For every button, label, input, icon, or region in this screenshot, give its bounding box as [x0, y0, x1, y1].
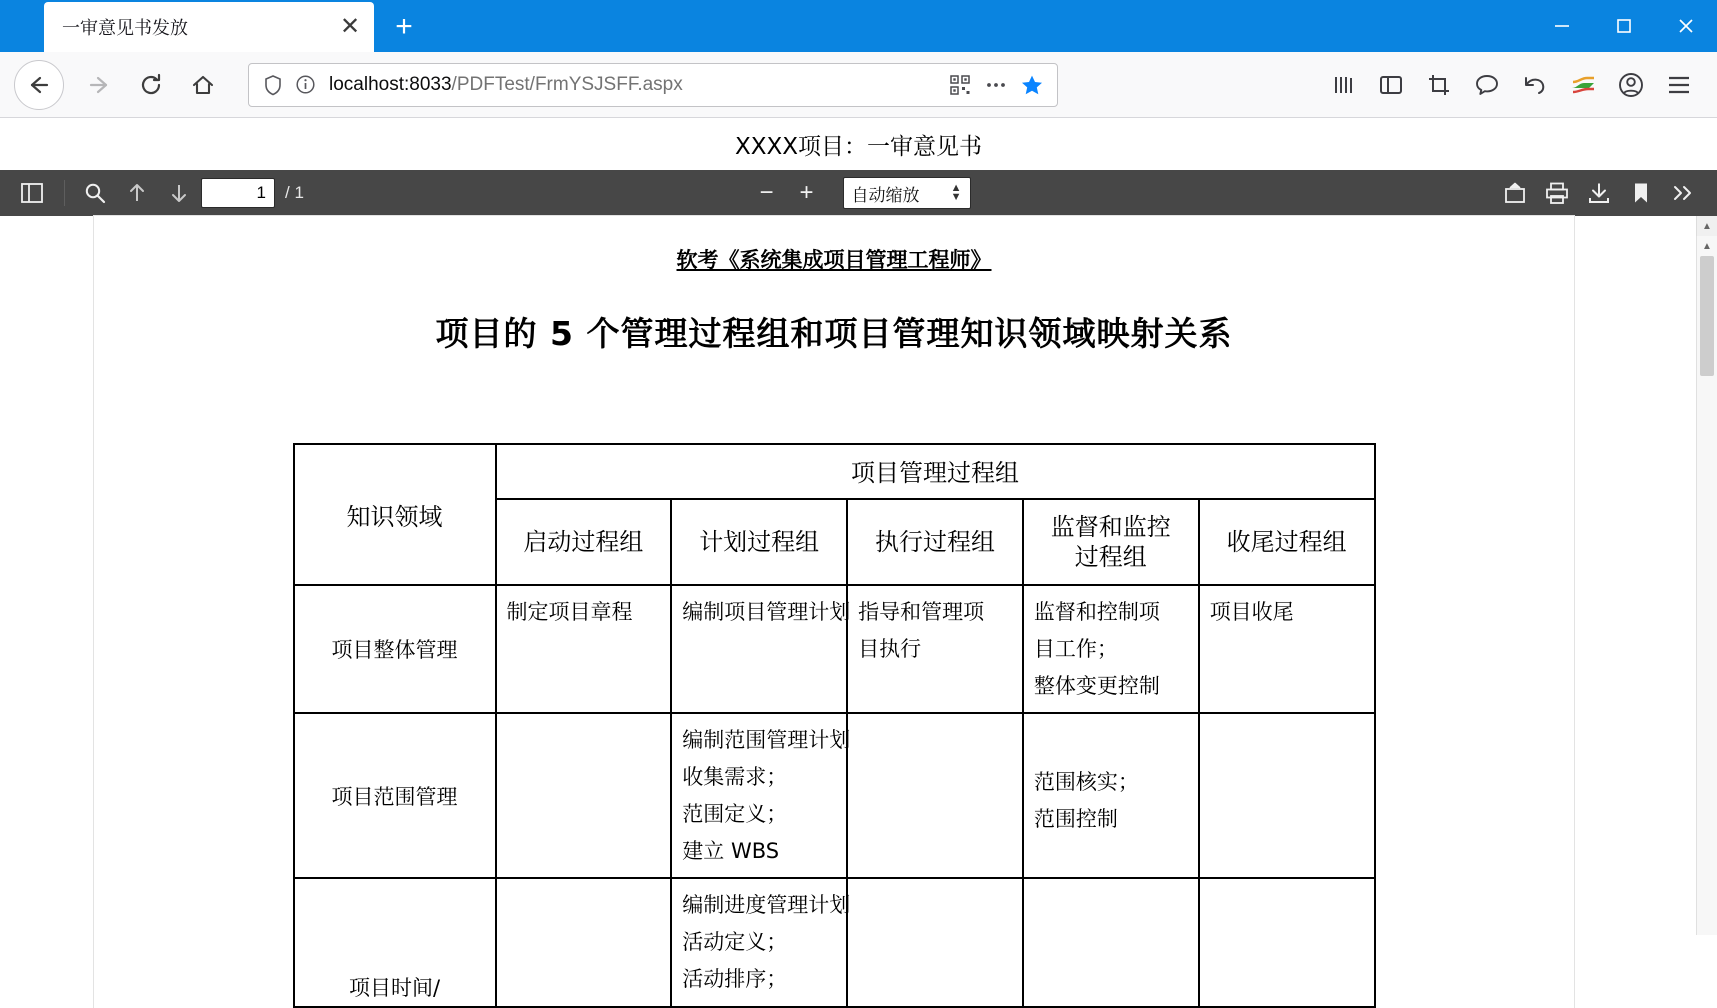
cell-time-closing — [1199, 878, 1375, 1006]
cell-integration-initiating — [496, 585, 672, 713]
cell-time-executing — [847, 878, 1023, 1006]
cell-line: 制定项目章程 — [506, 600, 633, 624]
header-monitoring — [1023, 499, 1199, 585]
cell-line: 指导和管理项 — [858, 600, 985, 624]
cell-scope-planning — [671, 713, 851, 878]
print-icon[interactable] — [1537, 174, 1577, 212]
pdf-page — [94, 216, 1574, 1008]
pdf-viewer-toolbar — [0, 170, 1717, 216]
pdf-sidebar-placeholder — [0, 216, 19, 935]
table-row — [294, 585, 1375, 713]
cell-time-planning — [671, 878, 851, 1006]
browser-toolbar-icons — [1319, 62, 1703, 108]
back-icon[interactable] — [14, 60, 64, 110]
maximize-button[interactable] — [1593, 0, 1655, 52]
tab-title: 一审意见书发放 — [62, 18, 188, 38]
previous-page-icon[interactable] — [117, 174, 157, 212]
title-bar — [0, 0, 1717, 52]
zoom-value: 自动缩放 — [851, 185, 920, 205]
row-label-integration: 项目整体管理 — [294, 585, 496, 713]
header-initiating: 启动过程组 — [496, 499, 672, 585]
cell-line: 范围控制 — [1033, 807, 1118, 831]
next-page-icon[interactable] — [159, 174, 199, 212]
document-subtitle: 软考《系统集成项目管理工程师》 — [676, 248, 992, 272]
new-tab-button[interactable]: + — [395, 10, 413, 43]
double-chevron-right-icon[interactable] — [1663, 174, 1703, 212]
url-host: localhost:8033 — [329, 73, 452, 95]
pdf-toolbar-right — [1495, 174, 1705, 212]
chevron-updown-icon: ▲ ▼ — [950, 182, 962, 203]
zoom-in-button[interactable]: + — [799, 179, 814, 206]
sync-icon[interactable] — [1559, 62, 1607, 108]
table-row — [294, 878, 1375, 1006]
window-scrollbar-thumb[interactable] — [1700, 256, 1714, 376]
sidebar-icon[interactable] — [1367, 62, 1415, 108]
info-circle-icon[interactable] — [289, 69, 321, 101]
table-header-row-1 — [294, 444, 1375, 499]
url-text[interactable] — [321, 74, 941, 96]
cell-line: 编制范围管理计划 — [682, 728, 851, 753]
header-monitoring-line2: 过程组 — [1074, 543, 1147, 571]
address-bar[interactable] — [248, 63, 1058, 107]
row-label-scope: 项目范围管理 — [294, 713, 496, 878]
screenshot-icon[interactable] — [1415, 62, 1463, 108]
page-title: XXXX项目：一审意见书 — [734, 133, 983, 160]
cell-scope-monitoring — [1023, 713, 1199, 878]
cell-integration-executing — [847, 585, 1023, 713]
qr-code-icon[interactable] — [943, 68, 977, 102]
sidebar-toggle-icon[interactable] — [12, 174, 52, 212]
cell-line: 项目收尾 — [1209, 600, 1294, 624]
header-process-groups: 项目管理过程组 — [496, 444, 1375, 499]
account-icon[interactable] — [1607, 62, 1655, 108]
cell-line: 范围核实； — [1033, 770, 1139, 795]
ellipsis-icon[interactable] — [979, 68, 1013, 102]
cell-line: 编制进度管理计划 — [682, 893, 851, 918]
bookmark-icon[interactable] — [1621, 174, 1661, 212]
cell-line: 整体变更控制 — [1033, 673, 1160, 698]
cell-time-monitoring — [1023, 878, 1199, 1006]
cell-time-initiating — [496, 878, 672, 1006]
header-closing: 收尾过程组 — [1199, 499, 1375, 585]
window-controls — [1531, 0, 1717, 52]
pdf-document-area — [0, 216, 1717, 1000]
cell-line: 建立 WBS — [682, 838, 780, 863]
shield-icon[interactable] — [257, 69, 289, 101]
header-monitoring-line1: 监督和监控 — [1050, 513, 1171, 541]
page-content — [0, 118, 1717, 1000]
menu-icon[interactable] — [1655, 62, 1703, 108]
url-path: /PDFTest/FrmYSJSFF.aspx — [451, 73, 683, 95]
zoom-controls — [747, 175, 971, 211]
page-number-input[interactable]: 1 — [201, 178, 275, 208]
cell-integration-monitoring — [1023, 585, 1199, 713]
cell-integration-planning — [671, 585, 851, 713]
library-icon[interactable] — [1319, 62, 1367, 108]
row-label-time: 项目时间/ — [294, 878, 496, 1006]
zoom-out-button[interactable]: − — [759, 179, 774, 206]
toolbar-divider — [64, 180, 65, 206]
cell-scope-closing — [1199, 713, 1375, 878]
page-count-label: / 1 — [285, 183, 304, 202]
cell-line: 目执行 — [858, 636, 922, 661]
download-icon[interactable] — [1579, 174, 1619, 212]
header-planning: 计划过程组 — [671, 499, 847, 585]
forward-icon — [76, 62, 122, 108]
tab-close-icon[interactable]: ✕ — [339, 13, 361, 40]
close-button[interactable] — [1655, 0, 1717, 52]
search-icon[interactable] — [75, 174, 115, 212]
document-title: 项目的 5 个管理过程组和项目管理知识领域映射关系 — [435, 314, 1233, 353]
header-knowledge-area: 知识领域 — [294, 444, 496, 585]
cell-line: 活动排序； — [682, 966, 788, 991]
home-icon[interactable] — [180, 62, 226, 108]
minimize-button[interactable] — [1531, 0, 1593, 52]
table-row — [294, 713, 1375, 878]
browser-tab[interactable] — [44, 2, 374, 52]
cell-line: 活动定义； — [682, 930, 788, 954]
cell-line: 收集需求； — [682, 765, 788, 789]
zoom-select[interactable] — [843, 177, 971, 209]
cell-line: 监督和控制项 — [1033, 600, 1160, 624]
presentation-mode-icon[interactable] — [1495, 174, 1535, 212]
header-executing: 执行过程组 — [847, 499, 1023, 585]
cell-scope-initiating — [496, 713, 672, 878]
star-icon[interactable] — [1015, 68, 1049, 102]
undo-icon[interactable] — [1511, 62, 1559, 108]
process-group-matrix-table — [293, 443, 1376, 1008]
pocket-chat-icon[interactable] — [1463, 62, 1511, 108]
reload-icon[interactable] — [128, 62, 174, 108]
scroll-up-icon[interactable]: ▲ — [1702, 220, 1712, 232]
navigation-toolbar — [0, 52, 1717, 118]
cell-scope-executing — [847, 713, 1023, 878]
window-scroll-up-icon[interactable]: ▲ — [1702, 240, 1712, 252]
cell-line: 目工作； — [1033, 636, 1118, 661]
cell-integration-closing — [1199, 585, 1375, 713]
window-scrollbar[interactable] — [1696, 236, 1717, 935]
cell-line: 范围定义； — [682, 801, 788, 826]
cell-line: 编制项目管理计划 — [682, 600, 851, 624]
